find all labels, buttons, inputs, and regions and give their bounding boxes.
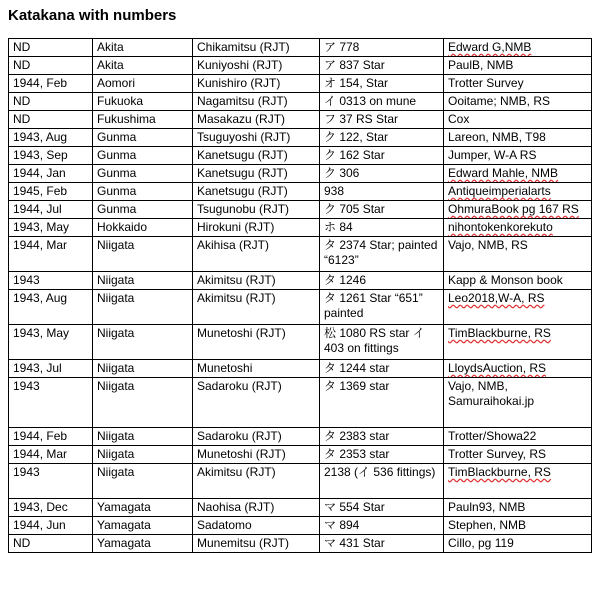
source-cell: Vajo, NMB, Samuraihokai.jp: [444, 378, 592, 428]
table-row: [9, 183, 592, 201]
source-cell: [444, 39, 592, 57]
date-cell: 1943, Aug: [9, 129, 93, 147]
katakana-number-cell: タ 1369 star: [320, 378, 444, 428]
katakana-number-cell: タ 1246: [320, 272, 444, 290]
source-text: Edward Mahle, NMB: [448, 166, 559, 180]
table-row: [9, 290, 592, 325]
katakana-table: [8, 38, 592, 553]
smith-cell: Sadatomo: [193, 517, 320, 535]
date-cell: 1944, Feb: [9, 75, 93, 93]
smith-cell: Kunishiro (RJT): [193, 75, 320, 93]
katakana-number-cell: タ 2353 star: [320, 446, 444, 464]
date-cell: ND: [9, 93, 93, 111]
table-row: [9, 57, 592, 75]
table-row: [9, 165, 592, 183]
smith-cell: Akimitsu (RJT): [193, 464, 320, 499]
table-row: [9, 535, 592, 553]
smith-cell: Kuniyoshi (RJT): [193, 57, 320, 75]
katakana-number-cell: ク 122, Star: [320, 129, 444, 147]
date-cell: 1943, Aug: [9, 290, 93, 325]
date-cell: ND: [9, 535, 93, 553]
source-cell: [444, 290, 592, 325]
prefecture-cell: Aomori: [93, 75, 193, 93]
source-cell: PaulB, NMB: [444, 57, 592, 75]
katakana-number-cell: オ 154, Star: [320, 75, 444, 93]
table-row: [9, 378, 592, 428]
source-cell: Trotter Survey: [444, 75, 592, 93]
source-cell: Kapp & Monson book: [444, 272, 592, 290]
katakana-number-cell: ホ 84: [320, 219, 444, 237]
date-cell: 1944, Mar: [9, 446, 93, 464]
smith-cell: Naohisa (RJT): [193, 499, 320, 517]
date-cell: ND: [9, 57, 93, 75]
date-cell: 1943, May: [9, 219, 93, 237]
smith-cell: Kanetsugu (RJT): [193, 165, 320, 183]
table-row: [9, 499, 592, 517]
katakana-number-cell: フ 37 RS Star: [320, 111, 444, 129]
table-row: [9, 446, 592, 464]
source-cell: [444, 360, 592, 378]
katakana-number-cell: 松 1080 RS star イ 403 on fittings: [320, 325, 444, 360]
date-cell: 1943, Sep: [9, 147, 93, 165]
source-cell: Cox: [444, 111, 592, 129]
prefecture-cell: Fukushima: [93, 111, 193, 129]
smith-cell: Hirokuni (RJT): [193, 219, 320, 237]
source-text: nihontokenkorekuto: [448, 220, 553, 234]
prefecture-cell: Niigata: [93, 360, 193, 378]
source-cell: Jumper, W-A RS: [444, 147, 592, 165]
katakana-number-cell: タ 1261 Star “651” painted: [320, 290, 444, 325]
prefecture-cell: Niigata: [93, 237, 193, 272]
katakana-number-cell: タ 2374 Star; painted “6123”: [320, 237, 444, 272]
source-text: TimBlackburne, RS: [448, 465, 551, 479]
prefecture-cell: Fukuoka: [93, 93, 193, 111]
date-cell: 1945, Feb: [9, 183, 93, 201]
source-cell: [444, 183, 592, 201]
table-row: [9, 219, 592, 237]
smith-cell: Chikamitsu (RJT): [193, 39, 320, 57]
prefecture-cell: Yamagata: [93, 517, 193, 535]
date-cell: ND: [9, 39, 93, 57]
katakana-number-cell: ア 778: [320, 39, 444, 57]
date-cell: 1943, May: [9, 325, 93, 360]
katakana-number-cell: タ 2383 star: [320, 428, 444, 446]
source-text: Edward G,NMB: [448, 40, 532, 54]
prefecture-cell: Niigata: [93, 290, 193, 325]
date-cell: 1943, Dec: [9, 499, 93, 517]
smith-cell: Sadaroku (RJT): [193, 428, 320, 446]
source-cell: Vajo, NMB, RS: [444, 237, 592, 272]
katakana-number-cell: イ 0313 on mune: [320, 93, 444, 111]
katakana-number-cell: マ 894: [320, 517, 444, 535]
source-cell: Trotter Survey, RS: [444, 446, 592, 464]
smith-cell: Akimitsu (RJT): [193, 272, 320, 290]
table-row: [9, 147, 592, 165]
date-cell: 1943: [9, 378, 93, 428]
prefecture-cell: Niigata: [93, 378, 193, 428]
prefecture-cell: Akita: [93, 57, 193, 75]
smith-cell: Munetoshi: [193, 360, 320, 378]
date-cell: 1944, Jun: [9, 517, 93, 535]
smith-cell: Kanetsugu (RJT): [193, 147, 320, 165]
date-cell: 1944, Jan: [9, 165, 93, 183]
katakana-number-cell: ク 306: [320, 165, 444, 183]
date-cell: 1943: [9, 272, 93, 290]
date-cell: ND: [9, 111, 93, 129]
table-row: [9, 517, 592, 535]
table-row: [9, 201, 592, 219]
table-row: [9, 129, 592, 147]
table-row: [9, 428, 592, 446]
katakana-number-cell: マ 431 Star: [320, 535, 444, 553]
source-text: OhmuraBook pg 167 RS: [448, 202, 579, 216]
katakana-number-cell: 938: [320, 183, 444, 201]
source-cell: Ooitame; NMB, RS: [444, 93, 592, 111]
source-cell: Lareon, NMB, T98: [444, 129, 592, 147]
katakana-number-cell: タ 1244 star: [320, 360, 444, 378]
prefecture-cell: Yamagata: [93, 499, 193, 517]
smith-cell: Nagamitsu (RJT): [193, 93, 320, 111]
table-row: [9, 39, 592, 57]
katakana-number-cell: ア 837 Star: [320, 57, 444, 75]
source-cell: Stephen, NMB: [444, 517, 592, 535]
source-cell: Cillo, pg 119: [444, 535, 592, 553]
table-row: [9, 325, 592, 360]
prefecture-cell: Niigata: [93, 325, 193, 360]
smith-cell: Sadaroku (RJT): [193, 378, 320, 428]
prefecture-cell: Gunma: [93, 165, 193, 183]
source-cell: Pauln93, NMB: [444, 499, 592, 517]
date-cell: 1944, Mar: [9, 237, 93, 272]
prefecture-cell: Gunma: [93, 183, 193, 201]
table-row: [9, 360, 592, 378]
source-cell: [444, 165, 592, 183]
smith-cell: Akimitsu (RJT): [193, 290, 320, 325]
katakana-number-cell: ク 705 Star: [320, 201, 444, 219]
smith-cell: Tsugunobu (RJT): [193, 201, 320, 219]
source-cell: [444, 219, 592, 237]
table-row: [9, 93, 592, 111]
table-row: [9, 464, 592, 499]
source-text: Antiqueimperialarts: [448, 184, 551, 198]
source-cell: [444, 325, 592, 360]
smith-cell: Munemitsu (RJT): [193, 535, 320, 553]
prefecture-cell: Niigata: [93, 272, 193, 290]
katakana-number-cell: マ 554 Star: [320, 499, 444, 517]
source-cell: [444, 201, 592, 219]
smith-cell: Munetoshi (RJT): [193, 446, 320, 464]
source-cell: [444, 464, 592, 499]
source-cell: Trotter/Showa22: [444, 428, 592, 446]
prefecture-cell: Gunma: [93, 147, 193, 165]
table-row: [9, 111, 592, 129]
prefecture-cell: Yamagata: [93, 535, 193, 553]
source-text: Leo2018,W-A, RS: [448, 291, 545, 305]
page-title: Katakana with numbers: [8, 7, 177, 24]
smith-cell: Akihisa (RJT): [193, 237, 320, 272]
prefecture-cell: Niigata: [93, 446, 193, 464]
source-text: TimBlackburne, RS: [448, 326, 551, 340]
date-cell: 1944, Jul: [9, 201, 93, 219]
prefecture-cell: Niigata: [93, 464, 193, 499]
smith-cell: Munetoshi (RJT): [193, 325, 320, 360]
prefecture-cell: Hokkaido: [93, 219, 193, 237]
date-cell: 1943: [9, 464, 93, 499]
table-row: [9, 75, 592, 93]
prefecture-cell: Gunma: [93, 201, 193, 219]
table-row: [9, 237, 592, 272]
date-cell: 1943, Jul: [9, 360, 93, 378]
date-cell: 1944, Feb: [9, 428, 93, 446]
source-text: LloydsAuction, RS: [448, 361, 547, 375]
katakana-number-cell: ク 162 Star: [320, 147, 444, 165]
prefecture-cell: Akita: [93, 39, 193, 57]
katakana-number-cell: 2138 (イ 536 fittings): [320, 464, 444, 499]
prefecture-cell: Gunma: [93, 129, 193, 147]
prefecture-cell: Niigata: [93, 428, 193, 446]
smith-cell: Tsuguyoshi (RJT): [193, 129, 320, 147]
smith-cell: Kanetsugu (RJT): [193, 183, 320, 201]
smith-cell: Masakazu (RJT): [193, 111, 320, 129]
table-row: [9, 272, 592, 290]
